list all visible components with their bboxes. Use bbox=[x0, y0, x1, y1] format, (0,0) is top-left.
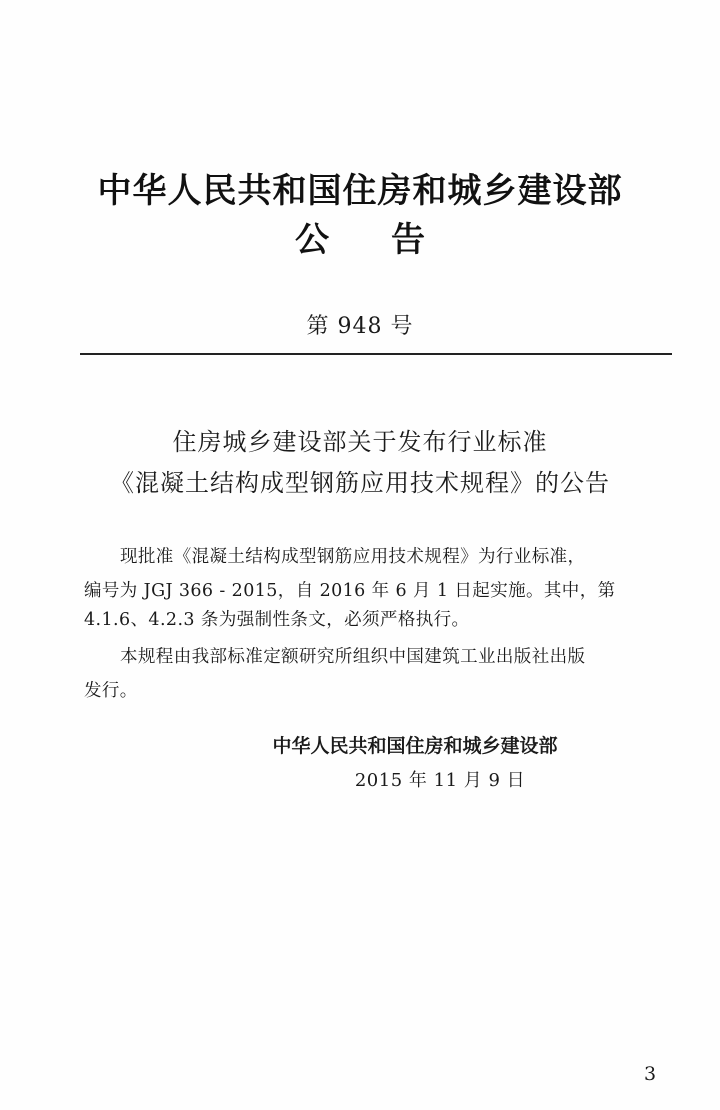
body-paragraph-2-line-2: 发行。 bbox=[84, 681, 138, 701]
document-number: 第 948 号 bbox=[306, 314, 414, 339]
signature-date: 2015 年 11 月 9 日 bbox=[354, 770, 526, 791]
title-line-1: 住房城乡建设部关于发布行业标准 bbox=[172, 428, 548, 456]
signature-organization: 中华人民共和国住房和城乡建设部 bbox=[272, 735, 558, 757]
document-type-heading: 公告 bbox=[295, 220, 487, 260]
body-paragraph-1-line-1: 现批准《混凝土结构成型钢筋应用技术规程》为行业标准， bbox=[120, 547, 586, 567]
issuer-heading: 中华人民共和国住房和城乡建设部 bbox=[97, 171, 623, 211]
header-divider bbox=[80, 353, 672, 355]
title-line-2: 《混凝土结构成型钢筋应用技术规程》的公告 bbox=[110, 469, 610, 497]
body-paragraph-2-line-1: 本规程由我部标准定额研究所组织中国建筑工业出版社出版 bbox=[120, 647, 586, 667]
page-number: 3 bbox=[643, 1063, 657, 1085]
body-paragraph-1-line-2: 编号为 JGJ 366 - 2015，自 2016 年 6 月 1 日起实施。其中，第 bbox=[84, 581, 616, 601]
body-paragraph-1-line-3: 4.1.6、4.2.3 条为强制性条文，必须严格执行。 bbox=[84, 610, 470, 630]
